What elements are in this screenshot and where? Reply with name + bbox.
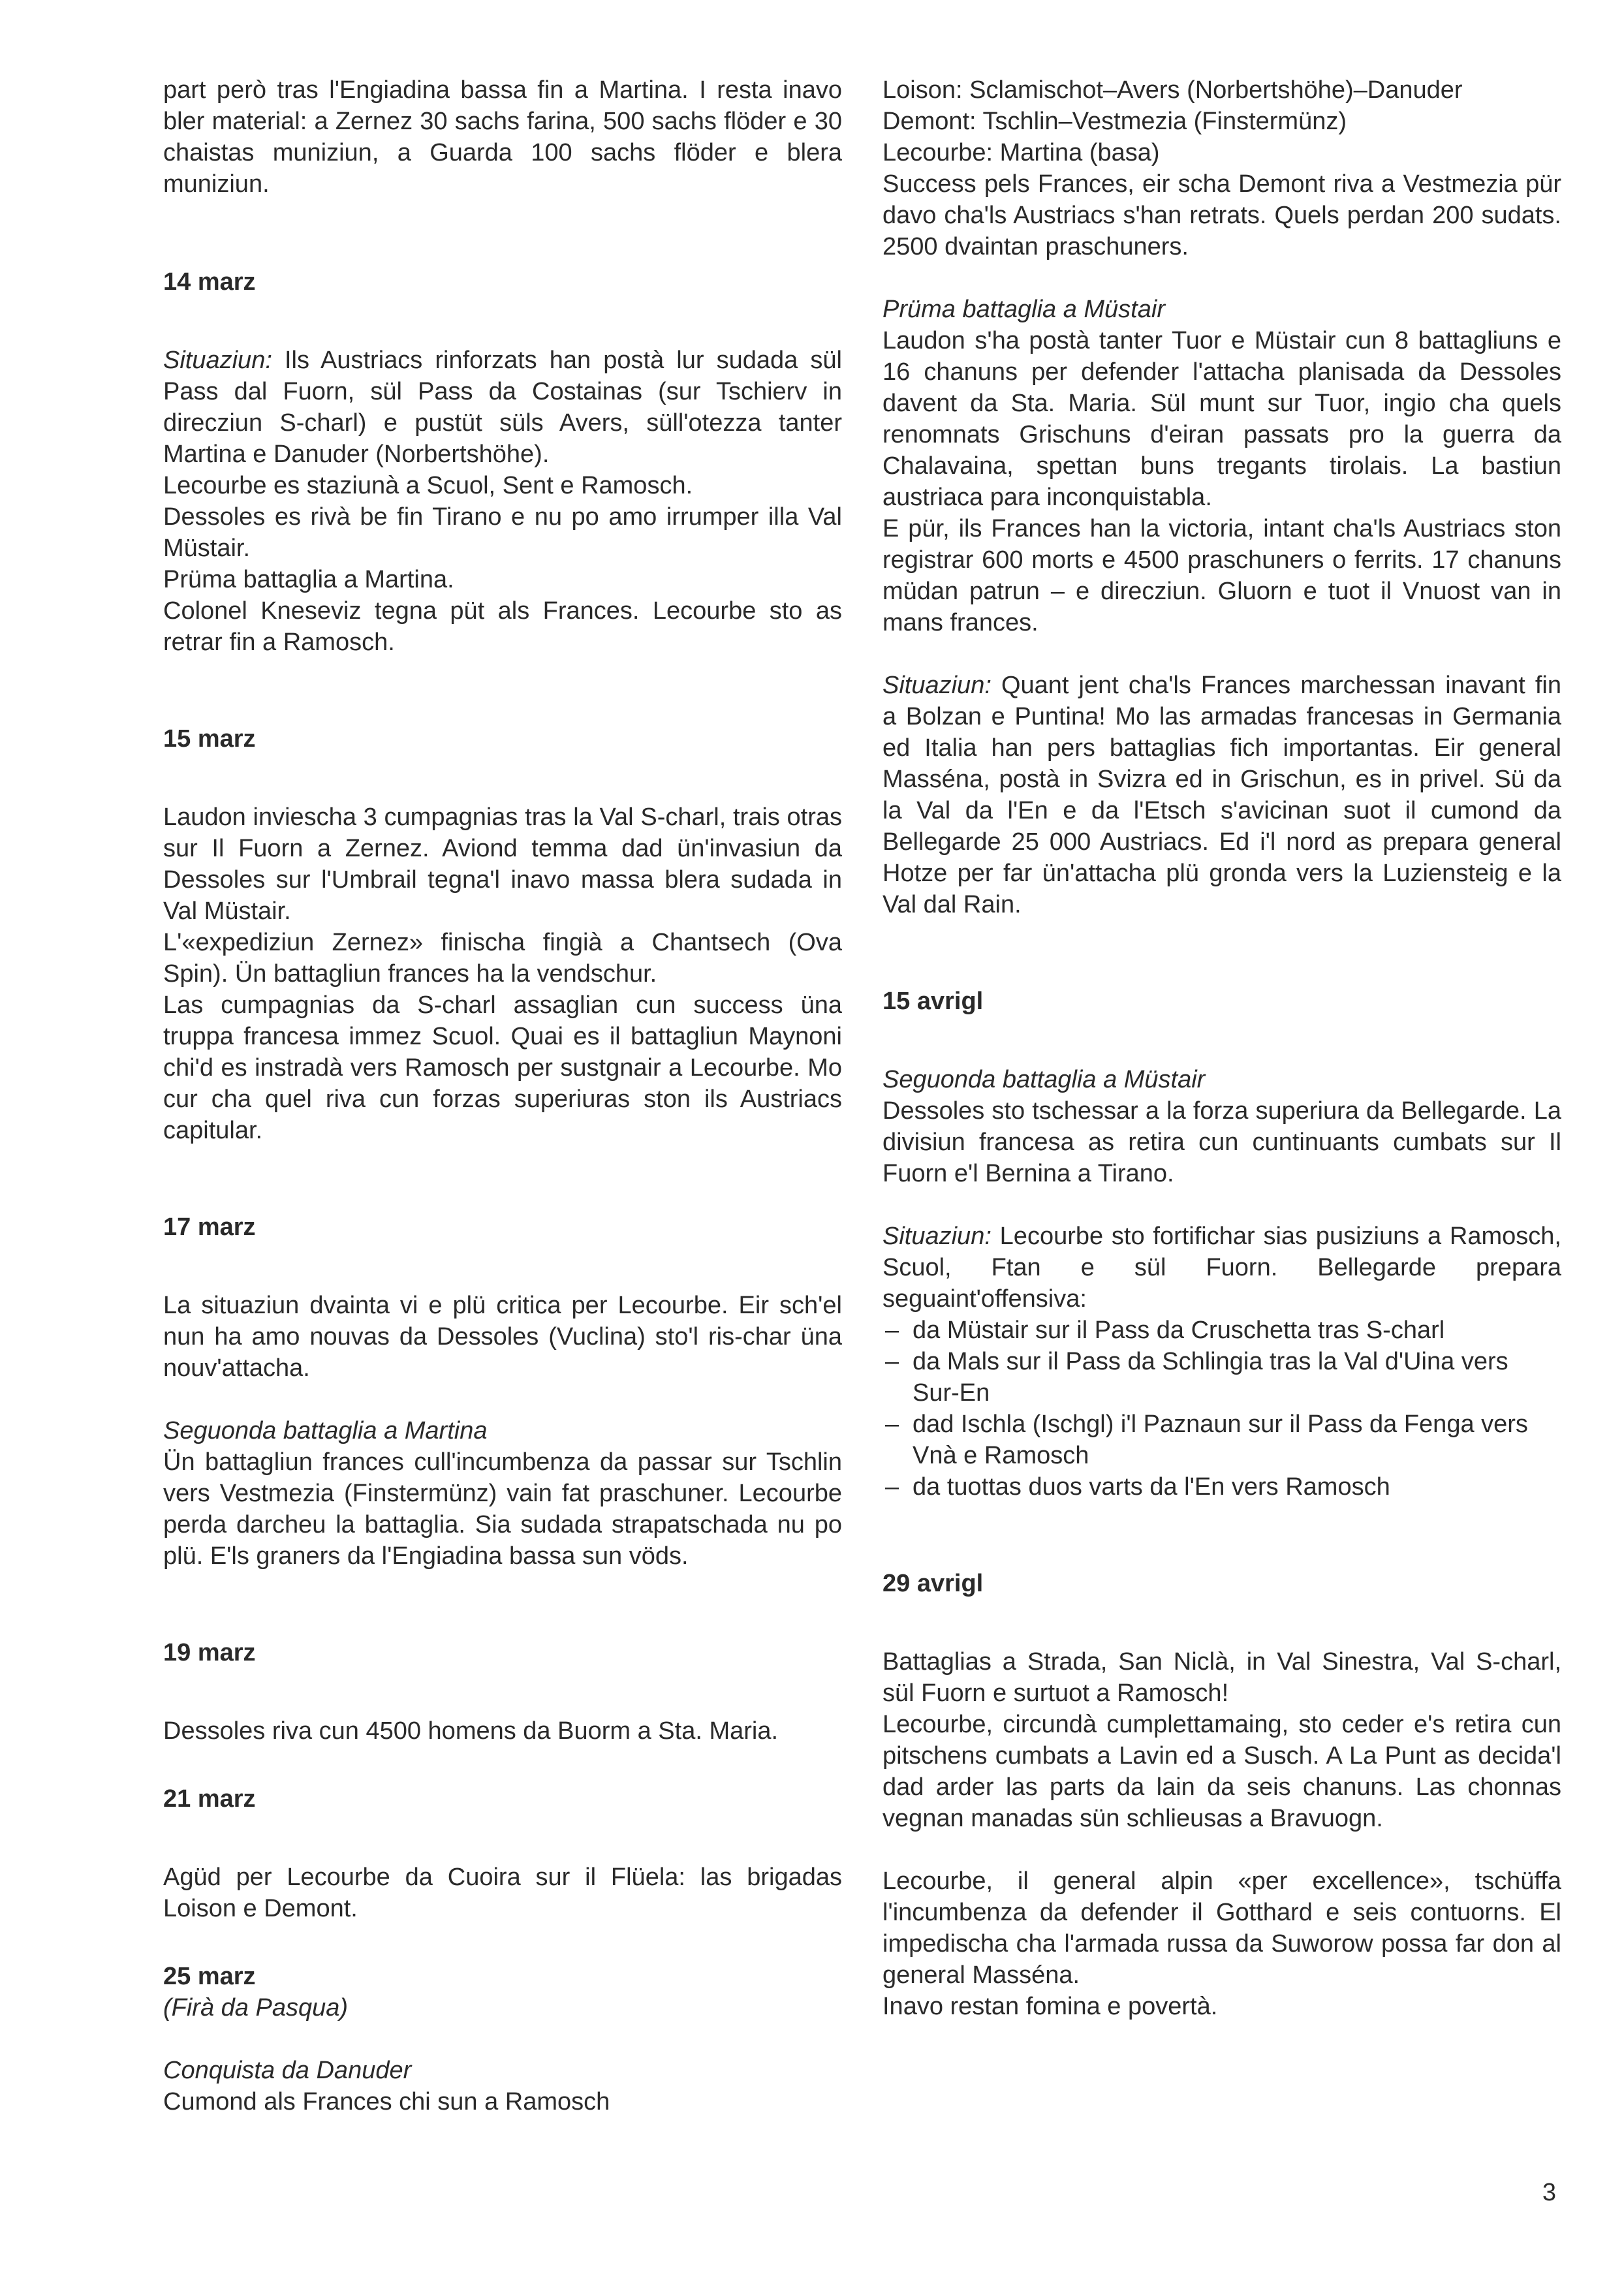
page-number: 3	[1542, 2179, 1556, 2206]
text-line: Colonel Kneseviz tegna püt als Frances. Lecourbe sto as retrar fin a Ramosch.	[163, 597, 842, 656]
date-heading-21-marz: 21 marz	[163, 1785, 256, 1813]
text-line: Loison: Sclamischot–Avers (Norbertshöhe)–Danuder	[882, 76, 1463, 104]
list-item: – da Mals sur il Pass da Schlingia tras la Val d'Uina vers Sur-En	[882, 1346, 1561, 1409]
date-heading-14-marz: 14 marz	[163, 268, 256, 296]
text-line: Las cumpagnias da S-charl assaglian cun success üna truppa francesa immez Scuol. Quai es il battagliun Maynoni chi'd es instradà vers Ramosch per sustgnair a Lecourbe. Mo cur cha quel riva cun forzas superiuras ston ils Austriacs capitular.	[163, 991, 842, 1144]
text-line: Demont: Tschlin–Vestmezia (Finstermünz)	[882, 108, 1347, 135]
date-heading-17-marz: 17 marz	[163, 1213, 256, 1241]
date-heading-25-marz: 25 marz	[163, 1963, 256, 1990]
subheading-conquista-danuder: Conquista da Danuder	[163, 2057, 412, 2084]
text-line: Dessoles es rivà be fin Tirano e nu po amo irrumper illa Val Müstair.	[163, 503, 842, 562]
text-paragraph: Lecourbe, circundà cumplettamaing, sto ceder e's retira cun pitschens cumbats a Lavin ed a Susch. A La Punt as decida'l dad arder las parts da lain da seis chanuns. Las chonnas vegnan manadas sün schlieusas a Bravuogn.	[882, 1711, 1561, 1832]
text-line: Lecourbe: Martina (basa)	[882, 139, 1160, 166]
text-paragraph: Ün battagliun frances cull'incumbenza da passar sur Tschlin vers Vestmezia (Finstermünz) vain fat praschuner. Lecourbe perda darcheu la battaglia. Sia sudada strapatschada nu po plü. E'ls graners da l'Engiadina bassa sun vöds.	[163, 1448, 842, 1570]
situaziun-label: Situaziun:	[163, 347, 272, 374]
situaziun-paragraph	[163, 345, 842, 470]
situaziun-text: Quant jent cha'ls Frances marchessan inavant fin a Bolzan e Puntina! Mo las armadas francesas in Germania ed Italia han pers battaglias fich importantas. Eir general Masséna, postà in Svizra ed in Grischun, es in privel. Sü da la Val da l'En e da l'Etsch s'avicinan suot il cumond da Bellegarde 25 000 Austriacs. Ed i'l nord as prepara general Hotze per far ün'attacha plü gronda vers la Luziensteig e la Val dal Rain.	[882, 672, 1561, 918]
subheading-seguonda-battaglia-martina: Seguonda battaglia a Martina	[163, 1417, 488, 1444]
text-paragraph: E pür, ils Frances han la victoria, intant cha'ls Austriacs ston registrar 600 morts e 4500 praschuners o ferrits. 17 chanuns müdan patrun – e direcziun. Gluorn e tuot il Vnuost van in mans frances.	[882, 515, 1561, 636]
list-item: – da tuottas duos varts da l'En vers Ramosch	[882, 1471, 1561, 1503]
text-paragraph: La situaziun dvainta vi e plü critica per Lecourbe. Eir sch'el nun ha amo nouvas da Dessoles (Vuclina) sto'l ris-char üna nouv'attacha.	[163, 1292, 842, 1382]
text-line: Lecourbe es staziunà a Scuol, Sent e Ramosch.	[163, 472, 693, 499]
subheading-seguonda-battaglia-muestair: Seguonda battaglia a Müstair	[882, 1066, 1206, 1093]
date-heading-15-avrigl: 15 avrigl	[882, 988, 984, 1015]
intro-paragraph: part però tras l'Engiadina bassa fin a Martina. I resta inavo bler material: a Zernez 30 sachs farina, 500 sachs flöder e 30 chaistas muniziun, a Guarda 100 sachs flöder e blera muniziun.	[163, 76, 842, 198]
text-paragraph: Dessoles sto tschessar a la forza superiura da Bellegarde. La divisiun francesa as retira cun cuntinuants cumbats sur Il Fuorn e'l Bernina a Tirano.	[882, 1097, 1561, 1187]
situaziun-paragraph	[882, 1221, 1561, 1315]
date-heading-19-marz: 19 marz	[163, 1639, 256, 1666]
text-line: Prüma battaglia a Martina.	[163, 566, 454, 593]
text-paragraph: Cumond als Frances chi sun a Ramosch	[163, 2088, 610, 2115]
subheading-pruema-battaglia-muestair: Prüma battaglia a Müstair	[882, 296, 1165, 323]
text-line: Success pels Frances, eir scha Demont riva a Vestmezia pür davo cha'ls Austriacs s'han retrats. Quels perdan 200 sudats. 2500 dvaintan praschuners.	[882, 170, 1561, 260]
list-item: – da Müstair sur il Pass da Cruschetta tras S-charl	[882, 1315, 1561, 1346]
left-column	[163, 74, 842, 2117]
text-paragraph: Laudon s'ha postà tanter Tuor e Müstair cun 8 battagliuns e 16 chanuns per defender l'attacha planisada da Dessoles davent da Sta. Maria. Sül munt sur Tuor, ingio cha quels renomnats Grischuns d'eiran passats pro la guerra da Chalavaina, spettan buns tregants tirolais. La bastiun austriaca para inconquistabla.	[882, 327, 1561, 511]
text-paragraph: Agüd per Lecourbe da Cuoira sur il Flüela: las brigadas Loison e Demont.	[163, 1864, 842, 1922]
text-paragraph: Inavo restan fomina e povertà.	[882, 1993, 1218, 2020]
text-line: L'«expediziun Zernez» finischa fingià a Chantsech (Ova Spin). Ün battagliun frances ha la vendschur.	[163, 929, 842, 988]
date-heading-29-avrigl: 29 avrigl	[882, 1570, 984, 1597]
easter-note: (Firà da Pasqua)	[163, 1994, 349, 2022]
text-paragraph: Battaglias a Strada, San Niclà, in Val Sinestra, Val S-charl, sül Fuorn e surtuot a Ramosch!	[882, 1648, 1561, 1707]
date-heading-15-marz: 15 marz	[163, 725, 256, 753]
situaziun-label: Situaziun:	[882, 1223, 992, 1250]
text-paragraph: Dessoles riva cun 4500 homens da Buorm a Sta. Maria.	[163, 1717, 779, 1745]
offensive-list	[882, 1315, 1561, 1503]
list-item: – dad Ischla (Ischgl) i'l Paznaun sur il Pass da Fenga vers Vnà e Ramosch	[882, 1409, 1561, 1471]
text-paragraph: Lecourbe, il general alpin «per excellence», tschüffa l'incumbenza da defender il Gotthard e seis contuorns. El impedischa cha l'armada russa da Suworow possa far don al general Masséna.	[882, 1867, 1561, 1989]
situaziun-paragraph	[882, 670, 1561, 920]
right-column	[882, 74, 1561, 2022]
situaziun-label: Situaziun:	[882, 672, 992, 699]
text-line: Laudon inviescha 3 cumpagnias tras la Val S-charl, trais otras sur Il Fuorn a Zernez. Aviond temma dad ün'invasiun da Dessoles sur l'Umbrail tegna'l inavo massa blera sudada in Val Müstair.	[163, 804, 842, 925]
situaziun-text: Lecourbe sto fortifichar sias pusiziuns a Ramosch, Scuol, Ftan e sül Fuorn. Bellegarde prepara seguaint'offensiva:	[882, 1223, 1561, 1313]
situaziun-text: Ils Austriacs rinforzats han postà lur sudada sül Pass dal Fuorn, sül Pass da Costainas (sur Tschierv in direcziun S-charl) e pustüt süls Avers, süll'otezza tanter Martina e Danuder (Norbertshöhe).	[163, 347, 842, 468]
